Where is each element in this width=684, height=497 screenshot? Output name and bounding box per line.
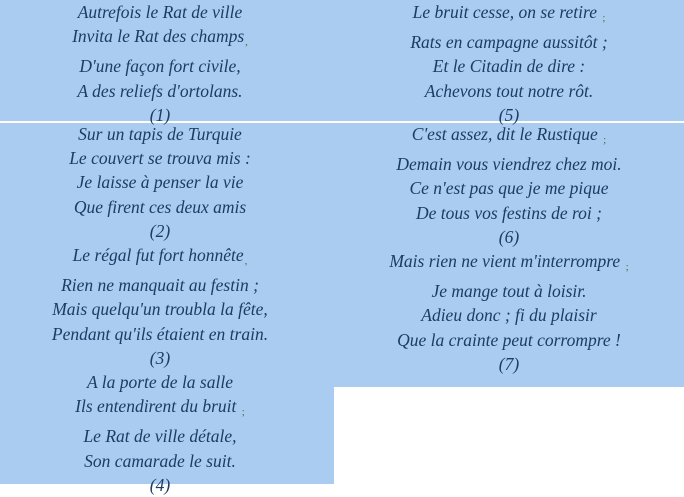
verse-line: Demain vous viendrez chez moi. (396, 154, 622, 175)
stanza-5 (334, 0, 684, 127)
verse-line: Et le Citadin de dire : (432, 56, 586, 77)
verse-line: Que firent ces deux amis (73, 196, 247, 217)
stanza-number: (6) (498, 226, 520, 247)
verse-line: Mais rien ne vient m'interrompre ; (389, 251, 629, 274)
verse-line: Ils entendirent du bruit ; (75, 396, 245, 419)
verse-line: Sur un tapis de Turquie (78, 124, 242, 144)
verse-line: Le bruit cesse, on se retire ; (412, 2, 606, 24)
stanzas-6-7 (334, 122, 684, 376)
verse-line: C'est assez, dit le Rustique ; (411, 124, 607, 146)
verse-line: Rien ne manquait au festin ; (61, 275, 259, 296)
stanza-number: (7) (498, 353, 520, 374)
stanza-number: (5) (498, 104, 520, 125)
stanza-1 (0, 0, 320, 127)
verse-line: Invita le Rat des champs, (72, 26, 248, 49)
verse-line: A des reliefs d'ortolans. (77, 80, 243, 101)
stanza-number: (2) (149, 220, 171, 241)
verse-line: Le couvert se trouva mis : (69, 148, 251, 169)
verse-line: Achevons tout notre rôt. (424, 80, 594, 101)
spellcheck-marker: ; (241, 406, 245, 419)
verse-line: Ce n'est pas que je me pique (409, 178, 609, 199)
verse-line: Le Rat de ville détale, (83, 426, 237, 447)
verse-line: Je mange tout à loisir. (431, 281, 587, 302)
verse-line: Adieu donc ; fi du plaisir (421, 305, 597, 326)
verse-line: Mais quelqu'un troubla la fête, (52, 299, 268, 320)
verse-line: Son camarade le suit. (84, 450, 236, 471)
verse-line: Je laisse à penser la vie (76, 172, 244, 193)
verse-line: D'une façon fort civile, (79, 56, 241, 77)
spellcheck-marker: , (244, 255, 248, 268)
verse-line: Que la crainte peut corrompre ! (397, 329, 621, 350)
verse-line: A la porte de la salle (87, 372, 233, 393)
stanza-number: (4) (149, 474, 171, 495)
stanza-number: (1) (149, 104, 171, 125)
verse-line: De tous vos festins de roi ; (416, 202, 602, 223)
spellcheck-marker: ; (602, 12, 606, 24)
spellcheck-marker: ; (603, 134, 607, 146)
verse-line: Pendant qu'ils étaient en train. (51, 323, 269, 344)
verse-line: Le régal fut fort honnête, (72, 245, 248, 268)
stanzas-2-3-4 (0, 122, 320, 497)
verse-line: Rats en campagne aussitôt ; (410, 32, 608, 53)
spellcheck-marker: ; (625, 261, 629, 274)
stanza-number: (3) (149, 347, 171, 368)
spellcheck-marker: , (245, 36, 248, 49)
verse-line: Autrefois le Rat de ville (77, 2, 243, 22)
